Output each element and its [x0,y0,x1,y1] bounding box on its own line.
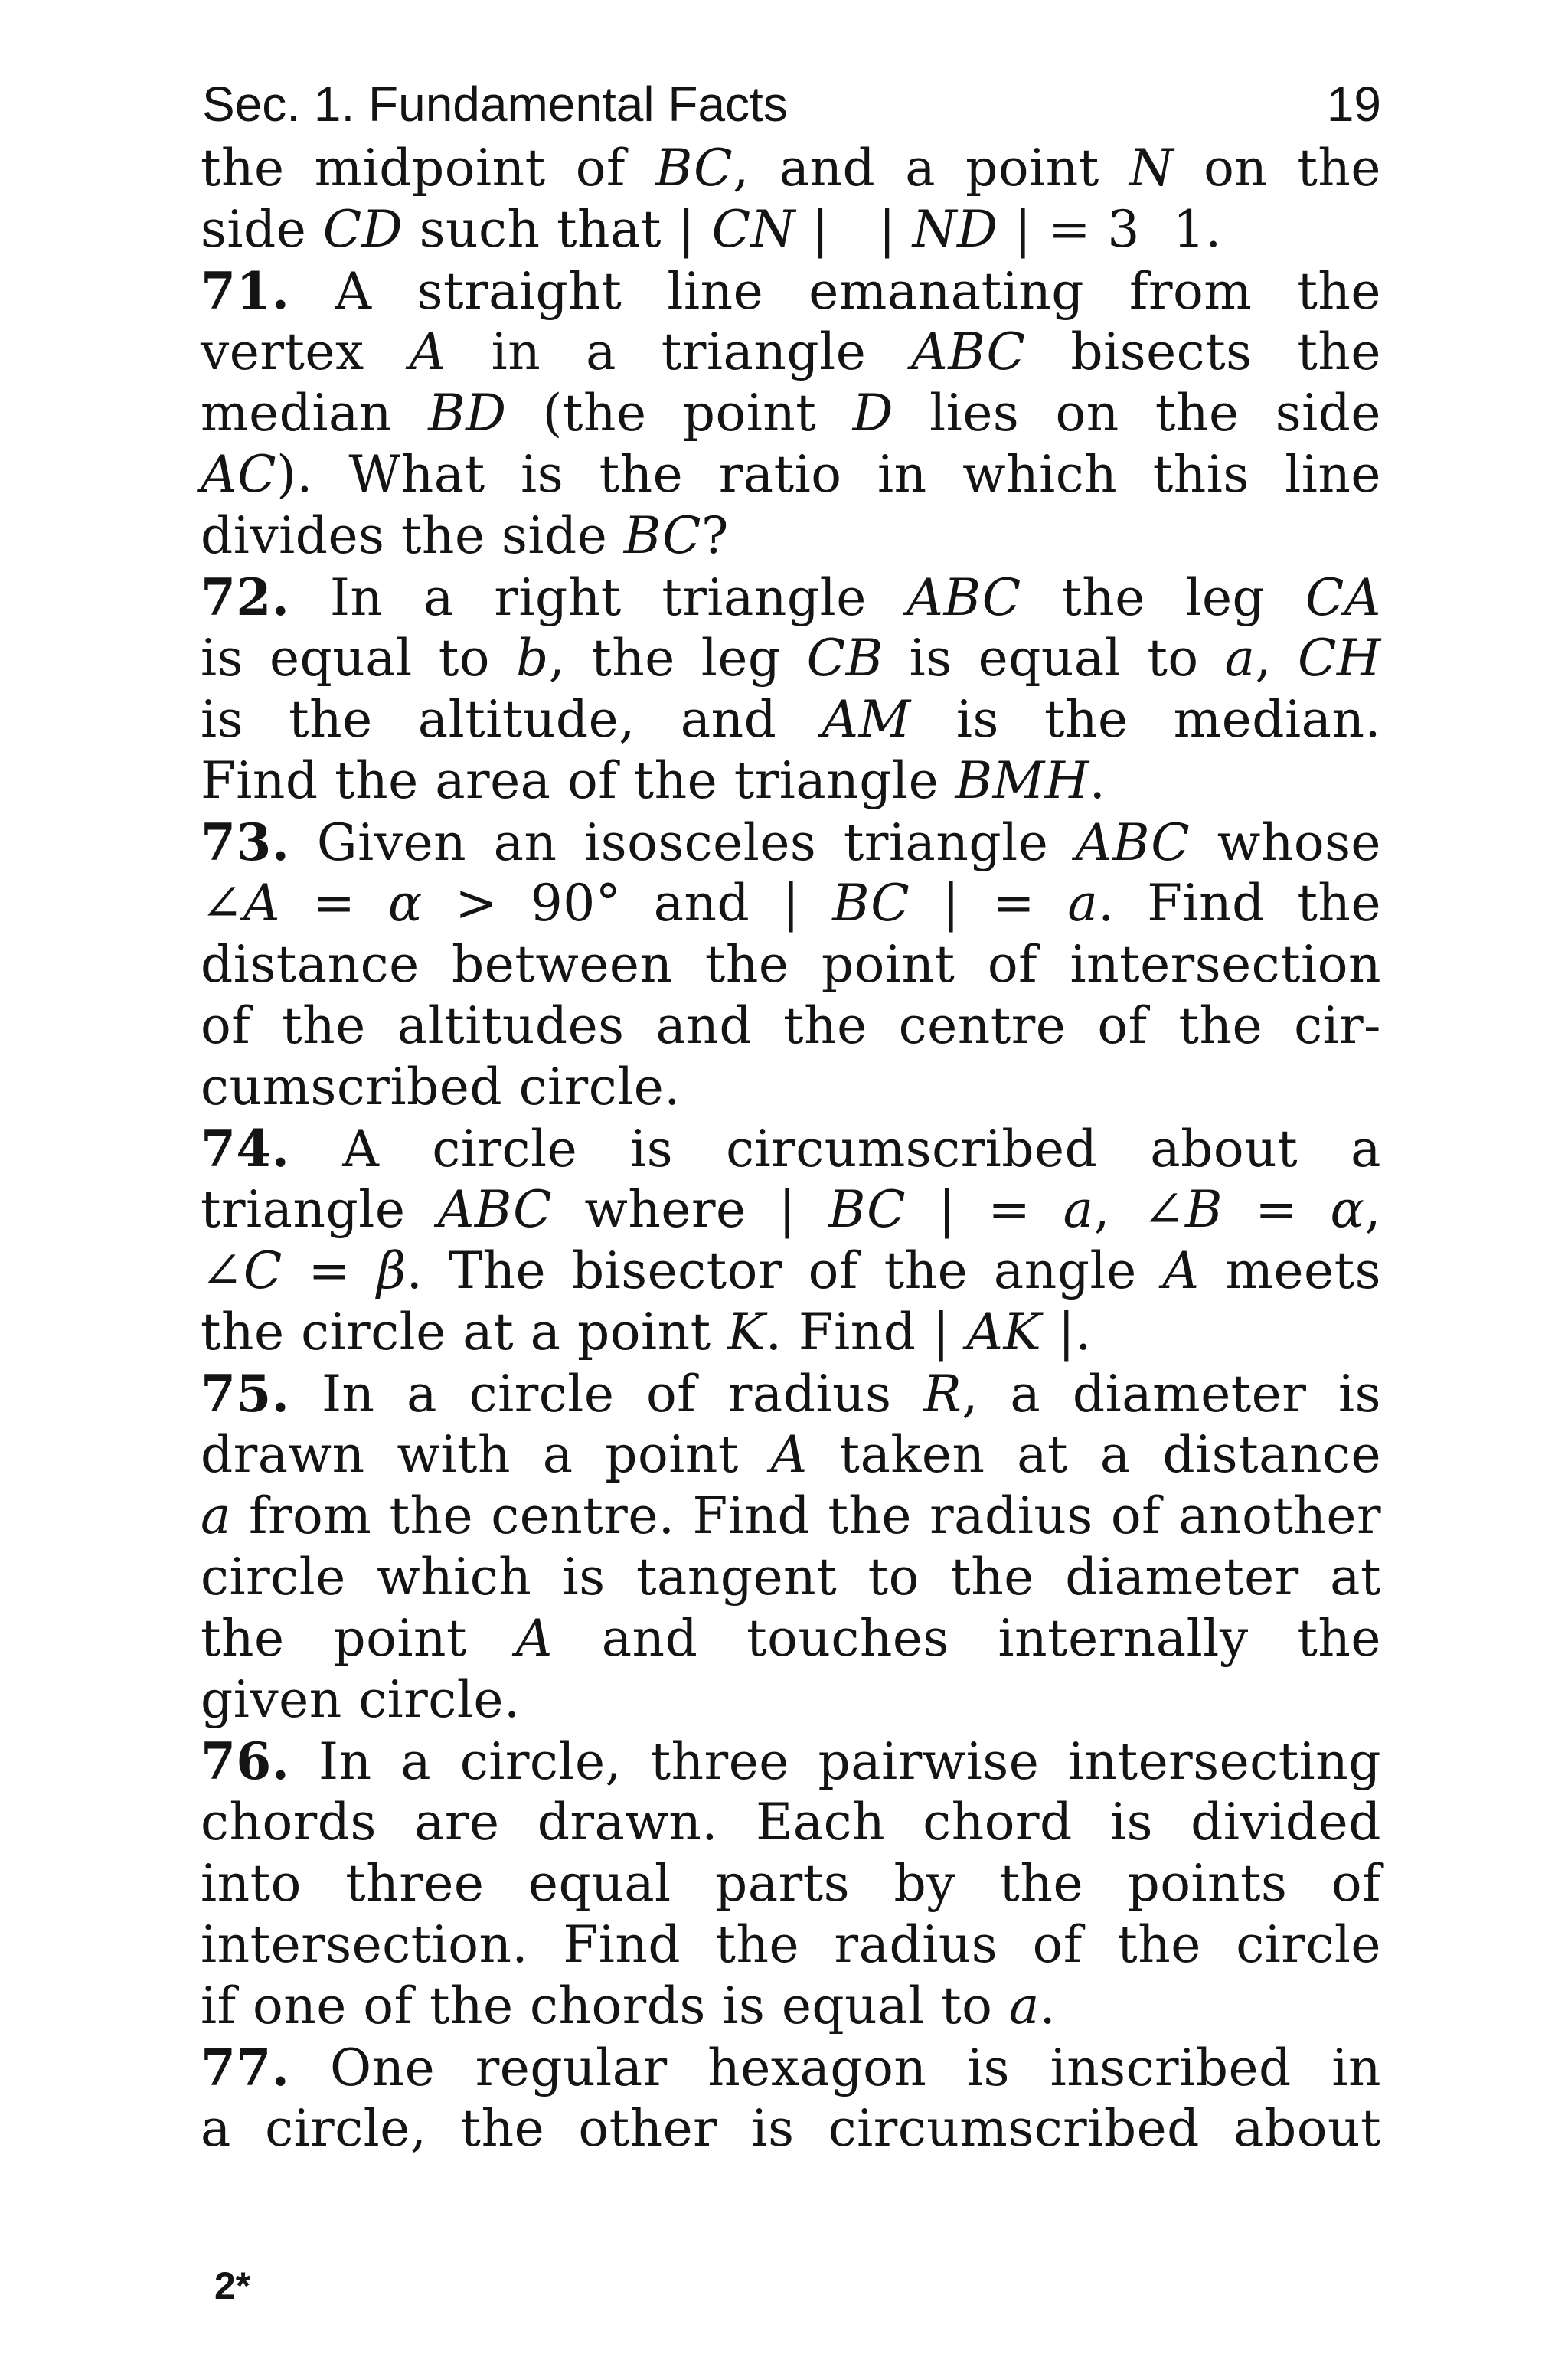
math-symbol: a [1008,1976,1040,2035]
text-line: of the altitudes and the centre of the cir- [201,996,1381,1055]
text-line: 74. A circle is circumscribed about a [201,1119,1381,1179]
math-symbol: N [1129,139,1174,198]
text-line: triangle ABC where | BC | = a, ∠B = α, [201,1180,1381,1239]
math-symbol: b [515,629,549,688]
text-line: circle which is tangent to the diameter at [201,1548,1381,1607]
math-symbol: A [409,322,446,381]
text-line: median BD (the point D lies on the side [201,384,1381,443]
text-line: cumscribed circle. [201,1058,681,1116]
math-symbol: BD [428,384,507,443]
math-symbol: AM [822,690,911,749]
section-title: Sec. 1. Fundamental Facts [202,77,788,132]
text-line: into three equal parts by the points of [201,1854,1381,1913]
math-symbol: BC [828,1180,906,1239]
math-symbol: α [387,874,423,933]
math-symbol: a [201,1486,231,1545]
text-line: is the altitude, and AM is the median. [201,690,1381,749]
math-symbol: A [243,874,280,933]
math-symbol: a [1063,1180,1094,1239]
math-symbol: BC [832,874,910,933]
math-symbol: C [243,1241,283,1300]
text-line: 77. One regular hexagon is inscribed in [201,2038,1381,2097]
text-line: 72. In a right triangle ABC the leg CA [201,567,1381,627]
text-line: a from the centre. Find the radius of another [201,1486,1381,1545]
math-symbol: a [1067,874,1099,933]
math-symbol: AC [201,445,277,504]
text-line: the point A and touches internally the [201,1609,1381,1668]
text-line: is equal to b, the leg CB is equal to a, CH [201,629,1381,688]
signature-mark: 2* [214,2264,251,2307]
text-line: if one of the chords is equal to a. [201,1976,1057,2035]
math-symbol: BC [623,506,701,565]
math-symbol: ABC [1075,813,1191,872]
text-line: Find the area of the triangle BMH. [201,751,1106,810]
text-line: the midpoint of BC, and a point N on the [201,139,1381,198]
text-line: given circle. [201,1670,521,1729]
problem-number: 72. [201,567,290,627]
text-line: a circle, the other is circumscribed about [201,2099,1381,2158]
problem-number: 73. [201,812,290,872]
math-symbol: CB [806,629,884,688]
running-header [202,74,1381,135]
text-line: ∠C = β. The bisector of the angle A meets [201,1241,1381,1300]
page-number: 19 [1326,77,1381,132]
text-line: 76. In a circle, three pairwise intersecting [201,1731,1381,1791]
math-symbol: α [1330,1180,1365,1239]
text-line: 71. A straight line emanating from the [201,261,1381,321]
math-symbol: ABC [911,322,1026,381]
math-symbol: A [770,1425,808,1484]
problem-number: 77. [201,2038,290,2097]
math-symbol: A [1162,1241,1200,1300]
math-symbol: CA [1305,568,1381,627]
math-symbol: B [1185,1180,1223,1239]
problem-number: 76. [201,1731,290,1791]
math-symbol: β [377,1241,407,1300]
math-symbol: CN [711,200,795,259]
math-symbol: R [923,1365,962,1424]
text-line: divides the side BC? [201,506,729,565]
text-line: the circle at a point K. Find | AK |. [201,1303,1092,1362]
math-symbol: D [852,384,893,443]
text-line: 73. Given an isosceles triangle ABC whose [201,812,1381,872]
text-line: drawn with a point A taken at a distance [201,1425,1381,1484]
text-line: intersection. Find the radius of the circle [201,1915,1381,1974]
math-symbol: AK [966,1303,1042,1362]
problem-number: 71. [201,261,290,321]
problem-number: 75. [201,1364,290,1424]
math-symbol: a [1224,629,1256,688]
math-symbol: ABC [437,1180,553,1239]
math-symbol: A [515,1609,553,1668]
text-line: distance between the point of intersection [201,935,1381,994]
text-line: vertex A in a triangle ABC bisects the [201,322,1381,381]
math-symbol: CD [322,200,403,259]
math-symbol: ABC [906,568,1021,627]
math-symbol: K [727,1303,766,1362]
text-line: 75. In a circle of radius R, a diameter is [201,1364,1381,1424]
math-symbol: ND [912,200,998,259]
math-symbol: BC [655,139,733,198]
text-line: chords are drawn. Each chord is divided [201,1793,1381,1852]
text-line: AC). What is the ratio in which this line [201,445,1381,504]
text-line: ∠A = α > 90° and | BC | = a. Find the [201,874,1381,933]
text-line: side CD such that | CN | | ND | = 3 1. [201,200,1222,259]
math-symbol: CH [1297,629,1381,688]
math-symbol: BMH [955,751,1089,810]
problem-number: 74. [201,1119,290,1179]
